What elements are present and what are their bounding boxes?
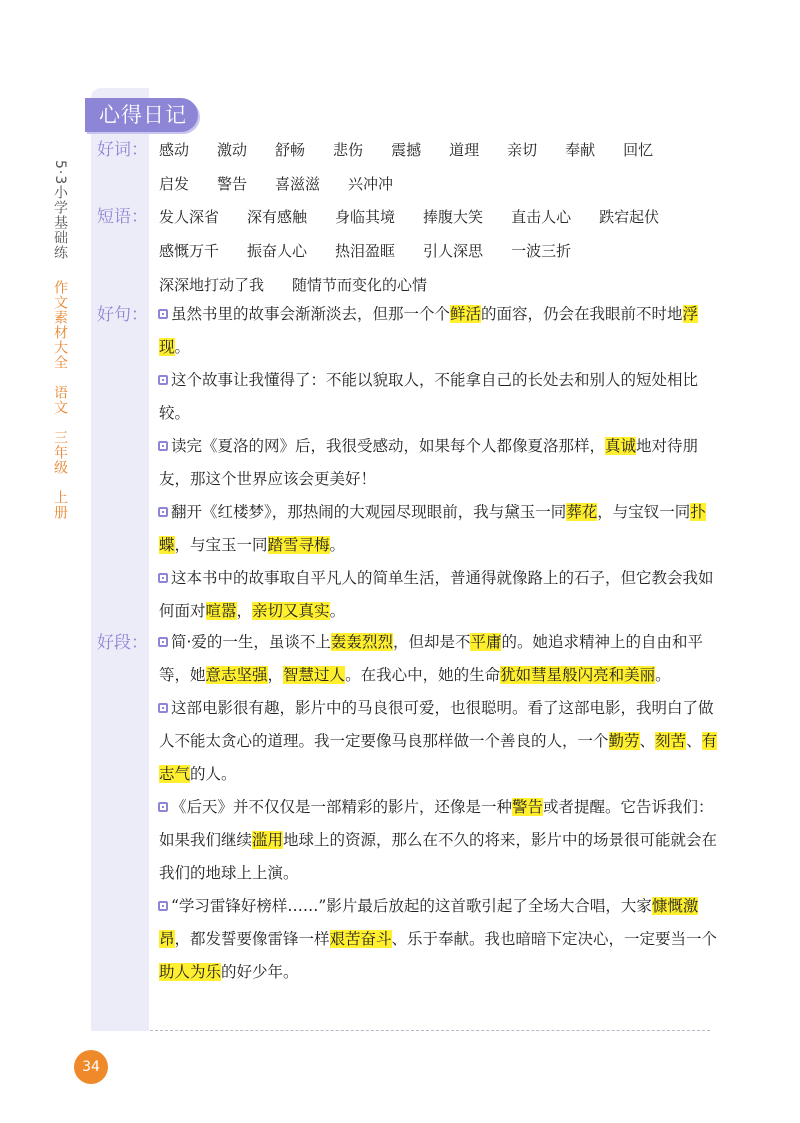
entry-text: 地对待朋友，那这个世界应该会更美好！ bbox=[159, 437, 699, 488]
entry-text: 的人。 bbox=[190, 765, 237, 783]
highlight-text: 犹如彗星般闪亮和美丽 bbox=[500, 666, 656, 684]
highlight-text: 艰苦奋斗 bbox=[329, 930, 392, 948]
entry-text: 。 bbox=[329, 602, 346, 620]
bullet-icon bbox=[158, 802, 168, 812]
bullet-icon bbox=[158, 441, 168, 451]
bullet-icon bbox=[158, 637, 168, 647]
highlight-text: 刻苦 bbox=[655, 732, 687, 750]
entry-text: ，都发誓要像雷锋一样 bbox=[174, 930, 330, 948]
spine-text bbox=[49, 160, 71, 520]
book-title: 作文素材大全 语文 三年级 上册 bbox=[52, 279, 68, 520]
bullet-icon bbox=[158, 507, 168, 517]
phrases-item: 感慨万千 bbox=[159, 242, 220, 260]
entry-text: ，但却是不 bbox=[392, 633, 471, 651]
label-paragraphs: 好段： bbox=[97, 633, 148, 653]
highlight-text: 滥用 bbox=[252, 831, 284, 849]
good_words-item: 亲切 bbox=[507, 141, 538, 159]
phrases-item: 发人深省 bbox=[159, 208, 220, 226]
highlight-text: 助人为乐 bbox=[159, 963, 222, 981]
phrases-item: 跌宕起伏 bbox=[599, 208, 660, 226]
entry-text: 这部电影很有趣，影片中的马良很可爱，也很聪明。看了这部电影，我明白了做人不能太贪心的道理。我一定要像马良那样做一个善良的人，一个 bbox=[159, 699, 714, 750]
entry-text: ， bbox=[267, 666, 284, 684]
good_words-item: 回忆 bbox=[623, 141, 654, 159]
highlight-text: 轰轰烈烈 bbox=[330, 633, 393, 651]
paragraphs-entry bbox=[159, 791, 719, 890]
entry-text: 的面容，仍会在我眼前不时地 bbox=[481, 305, 683, 323]
phrases-item: 一波三折 bbox=[511, 242, 572, 260]
bullet-icon bbox=[158, 901, 168, 911]
phrases-item: 身临其境 bbox=[335, 208, 396, 226]
entry-text: 的。她追求精神上的自由和平等，她 bbox=[159, 633, 703, 684]
phrases-item: 振奋人心 bbox=[247, 242, 308, 260]
entry-text: ，与宝钗一同 bbox=[597, 503, 691, 521]
entry-text: 的好少年。 bbox=[221, 963, 299, 981]
entry-text: ， bbox=[236, 602, 253, 620]
phrases-item: 热泪盈眶 bbox=[335, 242, 396, 260]
highlight-text: 慷慨激昂 bbox=[159, 897, 699, 948]
highlight-text: 勤劳 bbox=[608, 732, 640, 750]
paragraphs-entry bbox=[159, 626, 719, 692]
good_words-item: 激动 bbox=[217, 141, 248, 159]
good_words-item: 震撼 bbox=[391, 141, 422, 159]
highlight-text: 浮现 bbox=[159, 305, 699, 356]
sentences-list bbox=[159, 298, 719, 628]
sentences-entry bbox=[159, 298, 719, 364]
entry-text: 、 bbox=[639, 732, 656, 750]
good_words-item: 启发 bbox=[159, 175, 190, 193]
highlight-text: 扑蝶 bbox=[159, 503, 706, 554]
highlight-text: 有志气 bbox=[159, 732, 718, 783]
good_words-item: 警告 bbox=[217, 175, 248, 193]
entry-text: 读完《夏洛的网》后，我很受感动，如果每个人都像夏洛那样， bbox=[171, 437, 606, 455]
good-words-list bbox=[159, 133, 719, 201]
entry-text: 简·爱的一生，虽谈不上 bbox=[171, 633, 331, 651]
highlight-text: 真诚 bbox=[605, 437, 637, 455]
highlight-text: 意志坚强 bbox=[205, 666, 268, 684]
good_words-item: 喜滋滋 bbox=[275, 175, 321, 193]
highlight-text: 智慧过人 bbox=[283, 666, 346, 684]
entry-text: 。 bbox=[329, 536, 346, 554]
good_words-item: 悲伤 bbox=[333, 141, 364, 159]
paragraphs-entry bbox=[159, 890, 719, 989]
highlight-text: 鲜活 bbox=[450, 305, 482, 323]
label-good-words: 好词： bbox=[97, 140, 148, 160]
phrases-list bbox=[159, 200, 719, 302]
entry-text: 。 bbox=[655, 666, 671, 684]
bullet-icon bbox=[158, 309, 168, 319]
highlight-text: 平庸 bbox=[470, 633, 502, 651]
highlight-text: 踏雪寻梅 bbox=[267, 536, 330, 554]
phrases-item: 引人深思 bbox=[423, 242, 484, 260]
good_words-item: 道理 bbox=[449, 141, 480, 159]
page-number: 34 bbox=[74, 1050, 108, 1084]
label-phrases: 短语： bbox=[97, 207, 148, 227]
entry-text: 翻开《红楼梦》，那热闹的大观园尽现眼前，我与黛玉一同 bbox=[171, 503, 567, 521]
section-title: 心得日记 bbox=[85, 98, 198, 132]
good_words-item: 兴冲冲 bbox=[348, 175, 394, 193]
bullet-icon bbox=[158, 375, 168, 385]
phrases-item: 直击人心 bbox=[511, 208, 572, 226]
entry-text: 、 bbox=[686, 732, 702, 750]
bottom-divider bbox=[150, 1030, 710, 1031]
good_words-item: 奉献 bbox=[565, 141, 596, 159]
bullet-icon bbox=[158, 703, 168, 713]
entry-text: 这本书中的故事取自平凡人的简单生活，普通得就像路上的石子，但它教会我如何面对 bbox=[159, 569, 714, 620]
sentences-entry bbox=[159, 562, 719, 628]
phrases-item: 随情节而变化的心情 bbox=[292, 276, 428, 294]
good_words-item: 感动 bbox=[159, 141, 190, 159]
entry-text: 。 bbox=[174, 338, 191, 356]
highlight-text: 亲切又真实 bbox=[252, 602, 330, 620]
entry-text: 《后天》并不仅仅是一部精彩的影片，还像是一种 bbox=[171, 798, 513, 816]
bullet-icon bbox=[158, 573, 168, 583]
entry-text: 、乐于奉献。我也暗暗下定决心，一定要当一个 bbox=[391, 930, 718, 948]
entry-text: 地球上的资源，那么在不久的将来，影片中的场景很可能就会在我们的地球上上演。 bbox=[159, 831, 718, 882]
paragraphs-list bbox=[159, 626, 719, 989]
entry-text: “学习雷锋好榜样……”影片最后放起的这首歌引起了全场大合唱，大家 bbox=[171, 897, 652, 915]
label-sentences: 好句： bbox=[97, 305, 148, 325]
sentences-entry bbox=[159, 430, 719, 496]
paragraphs-entry bbox=[159, 692, 719, 791]
highlight-text: 警告 bbox=[512, 798, 544, 816]
phrases-item: 捧腹大笑 bbox=[423, 208, 484, 226]
sentences-entry bbox=[159, 496, 719, 562]
phrases-item: 深深地打动了我 bbox=[159, 276, 265, 294]
book-brand: 5·3小学基础练 bbox=[52, 160, 68, 261]
entry-text: 虽然书里的故事会渐渐淡去，但那一个个 bbox=[171, 305, 451, 323]
entry-text: ，与宝玉一同 bbox=[174, 536, 268, 554]
entry-text: 这个故事让我懂得了：不能以貌取人，不能拿自己的长处去和别人的短处相比较。 bbox=[159, 371, 699, 422]
entry-text: 或者提醒。它告诉我们：如果我们继续 bbox=[159, 798, 714, 849]
phrases-item: 深有感触 bbox=[247, 208, 308, 226]
highlight-text: 喧嚣 bbox=[205, 602, 237, 620]
entry-text: 。在我心中，她的生命 bbox=[345, 666, 501, 684]
sentences-entry bbox=[159, 364, 719, 430]
highlight-text: 葬花 bbox=[566, 503, 598, 521]
good_words-item: 舒畅 bbox=[275, 141, 306, 159]
